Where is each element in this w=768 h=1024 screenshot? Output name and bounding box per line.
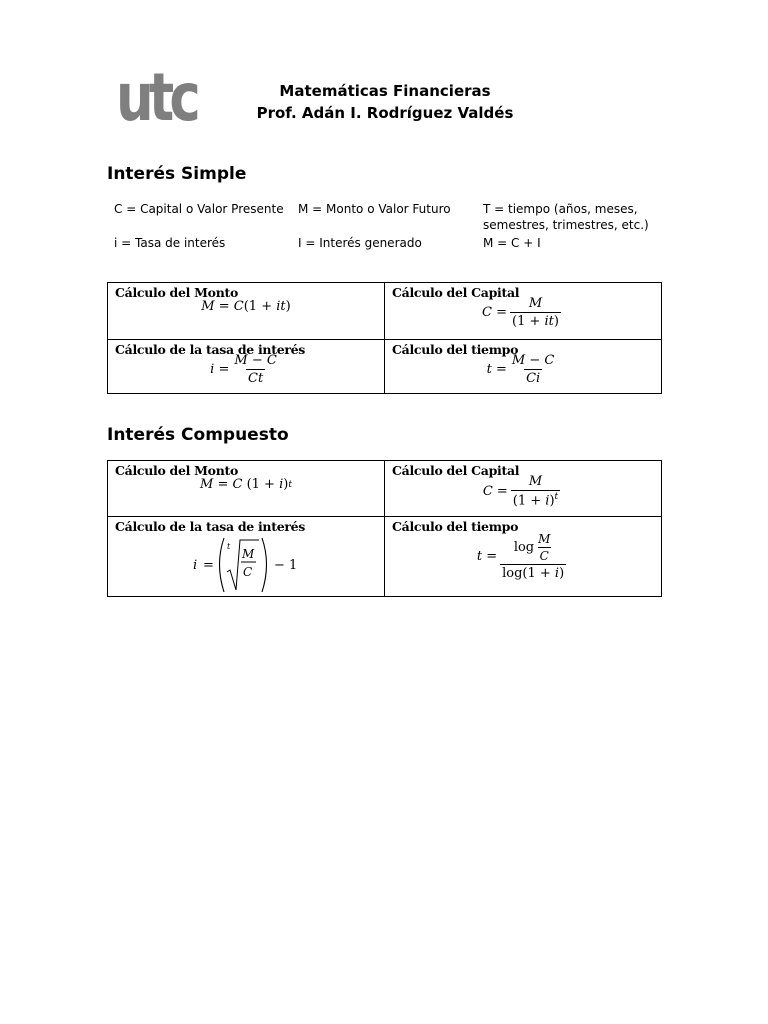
simple-monto-cell <box>108 283 385 340</box>
compuesto-capital-formula: C = $\frac{M}{(1 + i)^t}$ <box>482 474 559 509</box>
simple-tasa-title: Cálculo de la tasa de interés <box>115 342 306 357</box>
compuesto-capital-title: Cálculo del Capital <box>392 463 520 478</box>
compound-interest-formula-table <box>107 460 662 597</box>
svg-text:− 1: − 1 <box>274 558 298 573</box>
compuesto-tiempo-formula: t = log $\frac{M}{C}$ log(1 + i) <box>476 532 565 581</box>
compuesto-monto-cell <box>108 461 385 517</box>
simple-capital-formula: C = $\frac{M}{(1 + it)}$ <box>482 296 559 329</box>
compuesto-tiempo-title: Cálculo del tiempo <box>392 519 519 534</box>
simple-tasa-formula: i = $\frac{M - C}{Ct}$ <box>210 353 277 386</box>
section-title-simple: Interés Simple <box>107 164 247 184</box>
definition-capital: C = Capital o Valor Presente <box>114 202 284 216</box>
svg-text:utc: utc <box>116 59 198 136</box>
compuesto-tasa-formula <box>115 534 377 594</box>
definition-monto: M = Monto o Valor Futuro <box>298 202 451 216</box>
nth-root-formula-graphic <box>191 534 301 594</box>
definition-tasa: i = Tasa de interés <box>114 236 226 250</box>
simple-monto-title: Cálculo del Monto <box>115 285 239 300</box>
simple-monto-formula: M = C (1 + it ) <box>201 299 291 314</box>
simple-tiempo-title: Cálculo del tiempo <box>392 342 519 357</box>
simple-capital-cell <box>385 283 662 340</box>
compuesto-tasa-title: Cálculo de la tasa de interés <box>115 519 306 534</box>
compuesto-monto-title: Cálculo del Monto <box>115 463 239 478</box>
definition-relacion: M = C + I <box>483 236 541 250</box>
svg-text:i: i <box>193 558 198 573</box>
section-title-compuesto: Interés Compuesto <box>107 425 289 445</box>
svg-text:C: C <box>243 565 253 579</box>
simple-tasa-cell <box>108 340 385 394</box>
compuesto-tiempo-cell <box>385 517 662 597</box>
compuesto-capital-cell <box>385 461 662 517</box>
definition-interes: I = Interés generado <box>298 236 422 250</box>
course-title: Matemáticas Financieras <box>279 82 491 100</box>
document-header <box>240 80 530 124</box>
compuesto-tasa-cell <box>108 517 385 597</box>
simple-capital-title: Cálculo del Capital <box>392 285 520 300</box>
simple-tiempo-formula: t = $\frac{M - C}{Ci}$ <box>486 353 555 386</box>
simple-tiempo-cell <box>385 340 662 394</box>
professor-name: Prof. Adán I. Rodríguez Valdés <box>256 104 514 122</box>
definition-tiempo: T = tiempo (años, meses, semestres, trimestres, etc.) <box>483 202 649 232</box>
compuesto-monto-formula: M = C (1 + i ) t <box>200 477 292 492</box>
svg-text:M: M <box>242 547 255 561</box>
svg-text:t: t <box>227 542 231 551</box>
svg-text:=: = <box>203 558 214 573</box>
simple-interest-formula-table <box>107 282 662 394</box>
utc-logo <box>116 54 198 136</box>
